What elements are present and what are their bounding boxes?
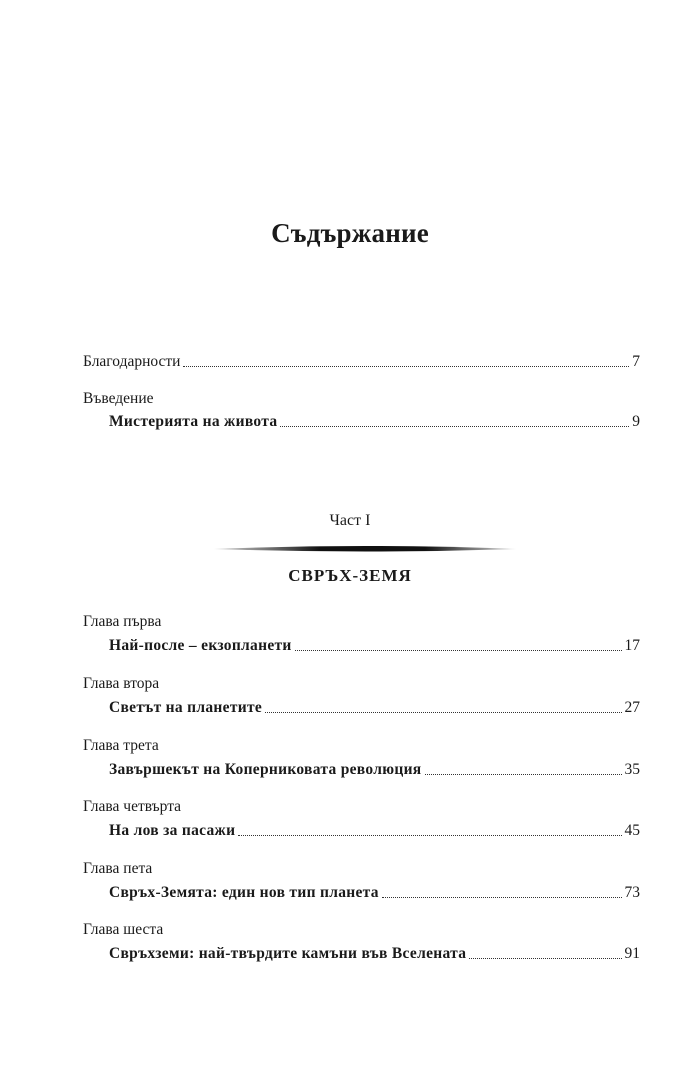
toc-page-number: 17 [624,637,640,654]
dot-leader [265,711,621,713]
toc-entry-title: Мистерията на живота [109,413,278,430]
toc-page-number: 35 [624,761,640,778]
toc-chapter-label: Глава трета [83,737,159,754]
part-title: СВРЪХ-ЗЕМЯ [288,566,412,585]
toc-section-label: Въведение [83,390,154,407]
toc-entry-title: Светът на планетите [109,699,263,716]
swoosh-divider [214,544,516,554]
toc-chapter-label: Глава шеста [83,921,164,938]
toc-page-number: 9 [632,413,640,430]
dot-leader [382,896,622,898]
toc-page-number: 73 [624,884,640,901]
toc-entry-title: На лов за пасажи [109,822,236,839]
toc-entry-title: Завършекът на Коперниковата революция [109,761,422,778]
toc-line [83,636,640,656]
toc-entry-chapter-5[interactable] [83,859,640,903]
toc-entry-acknowledgements[interactable] [83,352,640,372]
toc-chapter-label: Глава четвърта [83,798,182,815]
toc-page-number: 7 [632,353,640,370]
toc-page-number: 27 [624,699,640,716]
toc-line [83,352,640,372]
toc-entry-title: Най-после – екзопланети [109,637,292,654]
part-label: Част I [329,512,371,529]
toc-line [83,821,640,841]
toc-page-number: 45 [624,822,640,839]
toc-chapter-label: Глава втора [83,675,160,692]
dot-leader [183,365,629,367]
toc-line [83,760,640,780]
toc-entry-title: Свръх-Земята: един нов тип планета [109,884,379,901]
toc-chapter-label: Глава пета [83,860,153,877]
toc-line [83,883,640,903]
page-title: Съдържание [271,218,429,248]
dot-leader [295,649,622,651]
toc-entry-chapter-6[interactable] [83,920,640,964]
toc-page-number: 91 [624,945,640,962]
toc-entry-title: Свръхземи: най-твърдите камъни във Вселената [109,945,467,962]
toc-entry-chapter-1[interactable] [83,612,640,656]
toc-chapter-label: Глава първа [83,613,162,630]
toc-line [83,944,640,964]
dot-leader [238,834,621,836]
dot-leader [425,773,622,775]
toc-entry-title: Благодарности [83,353,181,370]
dot-leader [469,957,621,959]
toc-entry-chapter-4[interactable] [83,797,640,841]
toc-entry-introduction[interactable] [83,389,640,432]
toc-entry-chapter-2[interactable] [83,674,640,718]
toc-line [83,412,640,432]
toc-line [83,698,640,718]
toc-entry-chapter-3[interactable] [83,736,640,780]
dot-leader [280,425,629,427]
